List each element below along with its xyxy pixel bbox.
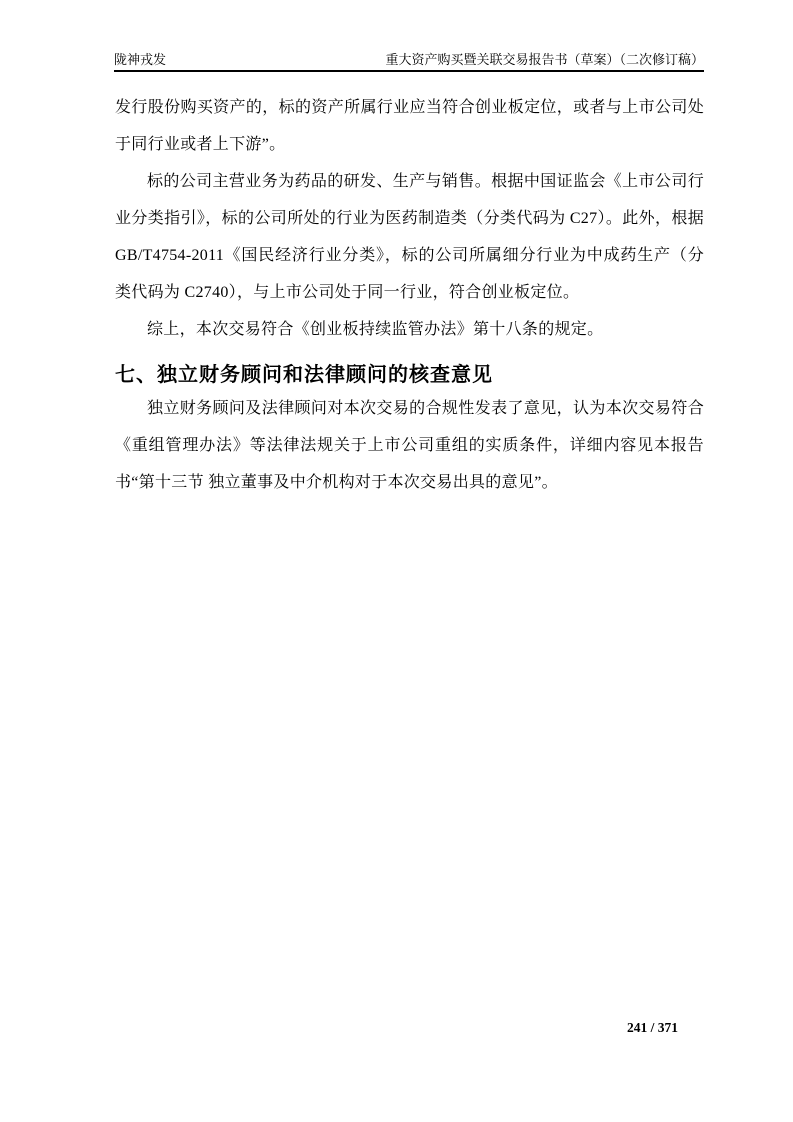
header-report-title: 重大资产购买暨关联交易报告书（草案）（二次修订稿）	[385, 52, 704, 67]
paragraph-continued: 发行股份购买资产的，标的资产所属行业应当符合创业板定位，或者与上市公司处于同行业或者上下游”。	[115, 99, 704, 153]
paragraph-industry-classification: 标的公司主营业务为药品的研发、生产与销售。根据中国证监会《上市公司行业分类指引》，标的公司所处的行业为医药制造类（分类代码为 C27）。此外，根据 GB/T4754-2011《国民经济行业分类》，标的公司所属细分行业为中成药生产（分类代码为 C2740），与上市公司处于同一行业，符合创业板定位。	[115, 173, 704, 301]
header-company-name: 陇神戎发	[114, 52, 167, 67]
section-heading: 七、独立财务顾问和法律顾问的核查意见	[115, 364, 493, 386]
page-content	[115, 89, 704, 501]
page-footer	[115, 1018, 678, 1038]
paragraph-advisor-opinion: 独立财务顾问及法律顾问对本次交易的合规性发表了意见，认为本次交易符合《重组管理办法》等法律法规关于上市公司重组的实质条件，详细内容见本报告书“第十三节 独立董事及中介机构对于本次交易出具的意见”。	[115, 400, 704, 491]
paragraph-conclusion: 综上，本次交易符合《创业板持续监管办法》第十八条的规定。	[147, 321, 604, 338]
page-number: 241 / 371	[626, 1020, 678, 1035]
page-header	[114, 52, 704, 72]
